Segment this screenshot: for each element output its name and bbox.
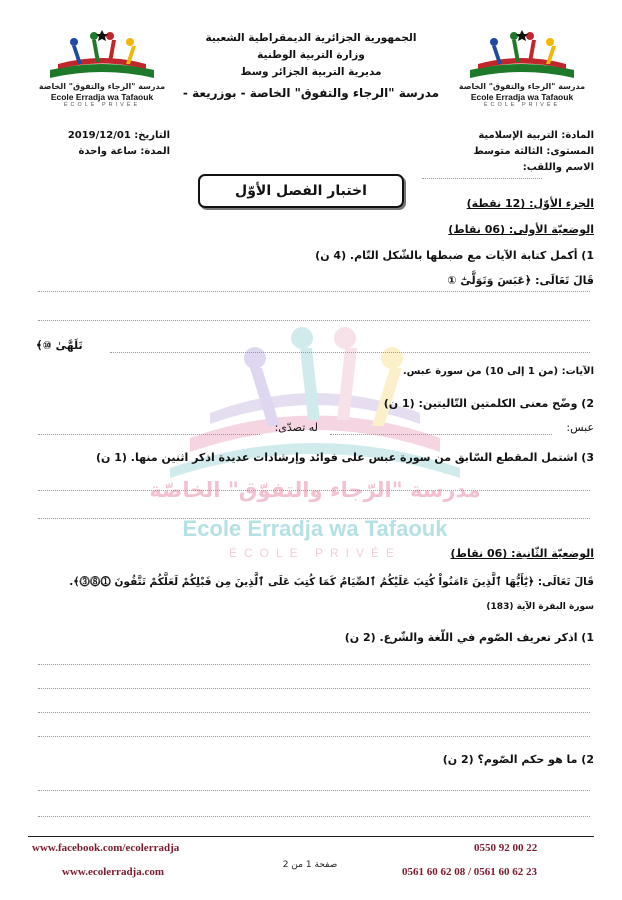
meta-left xyxy=(40,128,170,160)
situation1-q2: 2) وضّح معنى الكلمتين التّاليتين: (1 ن) xyxy=(383,397,594,410)
situation2-q1: 1) اذكر تعريف الصّوم في اللّغة والشّرع. (2 ن) xyxy=(344,631,594,644)
student-name-label: الاسم واللقب: xyxy=(522,162,594,173)
logo-sub-fr: ÉCOLE PRIVÉE xyxy=(483,102,561,108)
answer-line[interactable] xyxy=(330,434,552,435)
verse-ref: الآيات: (من 1 إلى 10) من سورة عبس. xyxy=(402,366,594,377)
answer-line[interactable] xyxy=(38,790,590,791)
ministry-line: وزارة التربية الوطنية xyxy=(257,49,365,61)
answer-line[interactable] xyxy=(38,816,590,817)
answer-line[interactable] xyxy=(38,688,590,689)
logo-name-fr: Ecole Erradja wa Tafaouk xyxy=(470,92,574,102)
word-tasadda: له تصدّى: xyxy=(274,421,318,434)
footer-phone-1: 0550 92 00 22 xyxy=(474,842,538,854)
verse-start: قَالَ تَعَالَى: ﴿عَبَسَ وَتَوَلَّىٰٓ ① xyxy=(447,274,594,287)
logo-name-ar: مدرسة "الرجاء والتفوق" الخاصة xyxy=(458,82,586,91)
name-answer-line[interactable] xyxy=(422,178,542,179)
school-logo-icon xyxy=(452,28,592,84)
footer-phone-2: 0561 60 62 08 / 0561 60 62 23 xyxy=(402,866,538,878)
watermark xyxy=(130,318,500,578)
situation1-q3: 3) اشتمل المقطع السّابق من سورة عبس على فوائد وإرشادات عديدة اذكر اثنين منها. (1 ن) xyxy=(96,451,594,464)
exam-title: اختبار الفصل الأوّل xyxy=(198,174,404,208)
situation2-verse-ref: سورة البقرة الآية (183) xyxy=(486,602,594,612)
meta-right xyxy=(374,128,594,176)
school-logo-right xyxy=(452,28,592,108)
answer-line[interactable] xyxy=(38,291,590,292)
exam-duration: المدة: ساعة واحدة xyxy=(78,146,170,157)
answer-line[interactable] xyxy=(38,712,590,713)
logo-name-ar: مدرسة "الرجاء والتفوق" الخاصة xyxy=(38,82,166,91)
footer-divider xyxy=(28,836,594,837)
watermark-name-fr: Ecole Erradja wa Tafaouk xyxy=(182,516,448,541)
situation2-verse: قَالَ تَعَالَى: ﴿يَٰٓأَيُّهَا ٱلَّذِينَ ءَامَنُواْ كُتِبَ عَلَيْكُمُ ٱلصِّيَامُ كَمَا كُتِبَ عَلَى ٱلَّذِينَ مِن قَبْلِكُمْ لَعَلَّكُمْ تَتَّقُونَ ⓵⓼⓷﴾. xyxy=(69,576,594,588)
answer-line[interactable] xyxy=(38,518,590,519)
answer-line[interactable] xyxy=(38,736,590,737)
directorate-line: مديرية التربية الجزائر وسط xyxy=(240,66,382,78)
situation1-title: الوضعيّة الأولى: (06 نقاط) xyxy=(448,223,594,236)
answer-line[interactable] xyxy=(110,352,590,353)
footer-website-link[interactable]: www.ecolerradja.com xyxy=(62,866,165,878)
republic-line: الجمهورية الجزائرية الديمقراطية الشعبية xyxy=(205,32,417,44)
situation2-q2: 2) ما هو حكم الصّوم؟ (2 ن) xyxy=(442,753,594,766)
verse-end: تَلَهَّىٰ ⑩﴾ xyxy=(36,339,83,352)
answer-line[interactable] xyxy=(38,664,590,665)
school-logo-left xyxy=(32,28,172,108)
footer-facebook-link[interactable]: www.facebook.com/ecolerradja xyxy=(32,842,180,854)
word-abasa: عبس: xyxy=(566,421,594,434)
logo-name-fr: Ecole Erradja wa Tafaouk xyxy=(50,92,154,102)
subject: المادة: التربية الإسلامية xyxy=(478,130,594,141)
logo-sub-fr: ÉCOLE PRIVÉE xyxy=(63,102,141,108)
exam-date: التاريخ: 2019/12/01 xyxy=(67,130,170,141)
watermark-name-ar: مدرسة "الرّجاء والتفوّق" الخاصّة xyxy=(149,478,481,502)
part1-title: الجزء الأوّل: (12 نقطة) xyxy=(466,197,594,210)
answer-line[interactable] xyxy=(38,320,590,321)
header-center xyxy=(170,30,452,102)
watermark-sub-fr: ÉCOLE PRIVÉE xyxy=(228,546,402,560)
page-number: صفحة 1 من 2 xyxy=(282,860,338,870)
school-line: مدرسة "الرجاء والتفوق" الخاصة - بوزريعة - xyxy=(182,86,440,100)
answer-line[interactable] xyxy=(38,434,260,435)
situation2-title: الوضعيّة الثّانية: (06 نقاط) xyxy=(450,547,594,560)
level: المستوى: الثالثة متوسط xyxy=(473,146,594,157)
answer-line[interactable] xyxy=(38,490,590,491)
school-logo-icon xyxy=(32,28,172,84)
situation1-q1: 1) أكمل كتابة الآيات مع ضبطها بالشّكل التّام. (4 ن) xyxy=(315,249,594,262)
